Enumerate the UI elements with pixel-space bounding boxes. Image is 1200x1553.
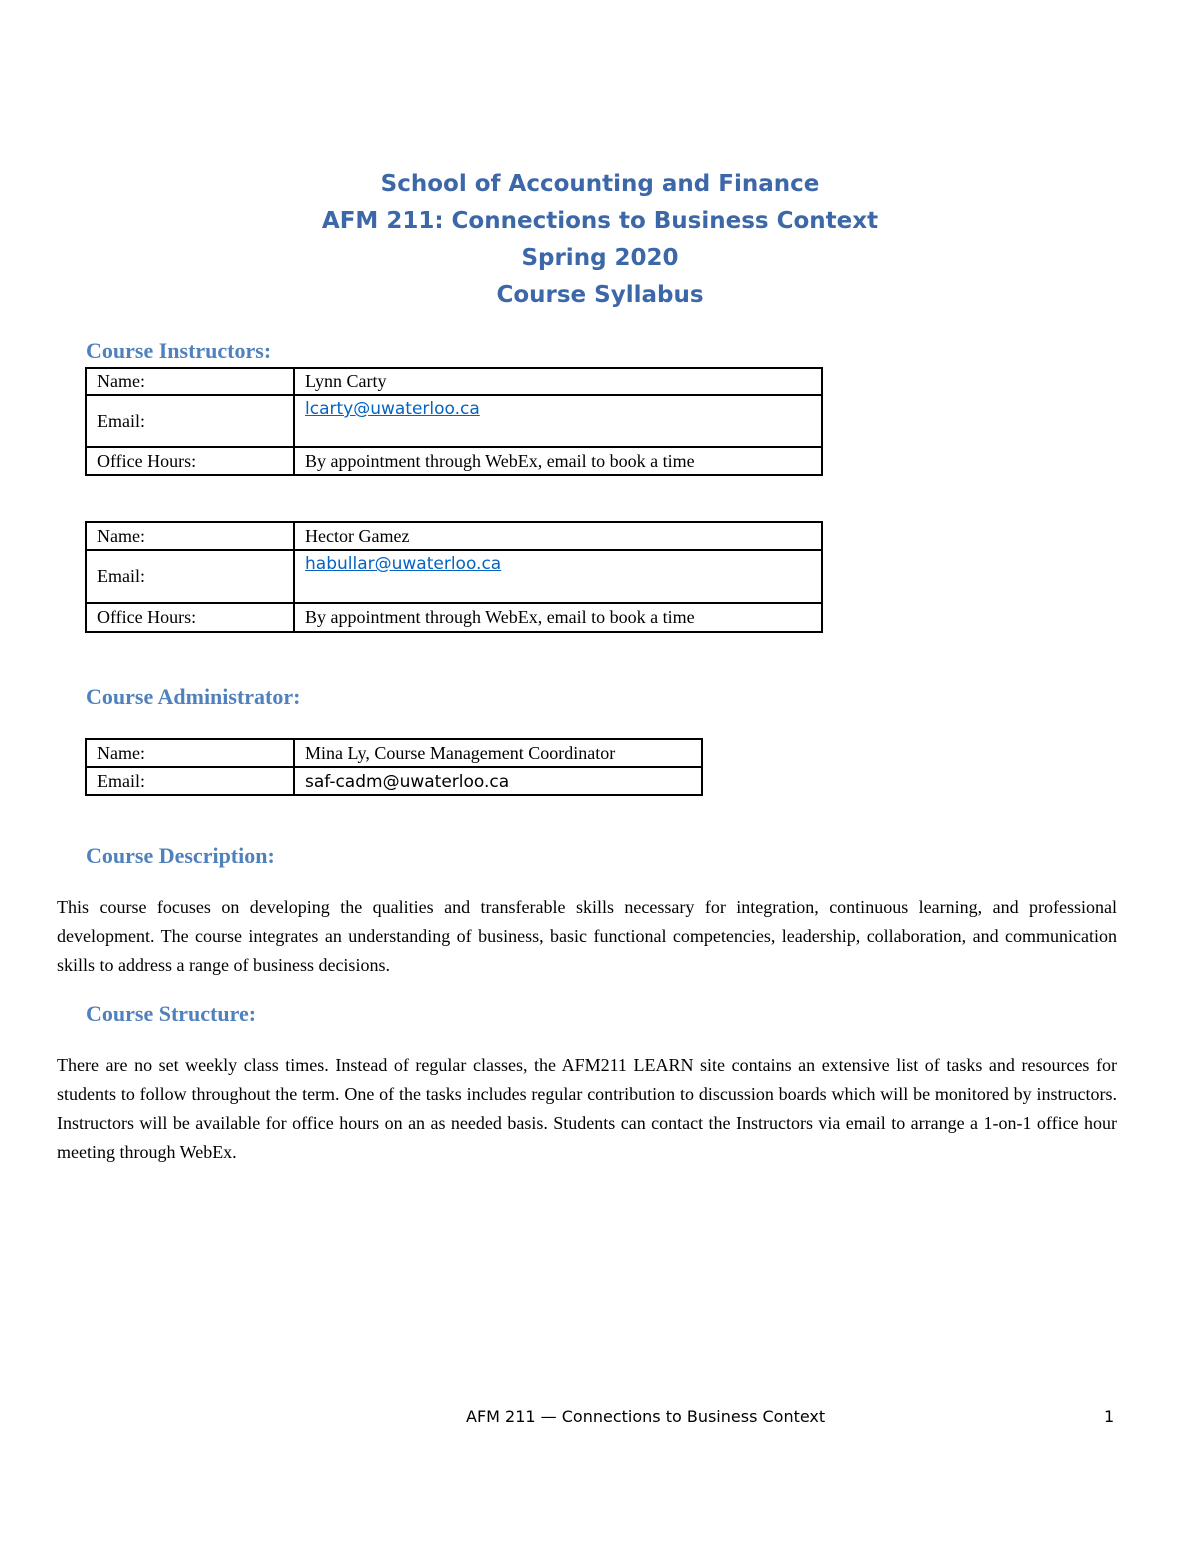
office-hours-label: Office Hours: bbox=[86, 603, 294, 632]
email-label: Email: bbox=[86, 767, 294, 795]
administrator-name: Mina Ly, Course Management Coordinator bbox=[294, 739, 702, 767]
table-row bbox=[86, 368, 822, 395]
term: Spring 2020 bbox=[521, 245, 679, 271]
name-label: Name: bbox=[86, 739, 294, 767]
table-row bbox=[86, 767, 702, 795]
instructors-heading: Course Instructors: bbox=[86, 338, 272, 363]
document-title bbox=[0, 166, 1200, 314]
footer-text: AFM 211 — Connections to Business Context bbox=[466, 1407, 826, 1426]
table-row bbox=[86, 395, 822, 447]
instructor-name: Hector Gamez bbox=[294, 522, 822, 550]
name-label: Name: bbox=[86, 522, 294, 550]
table-row bbox=[86, 522, 822, 550]
administrator-table bbox=[85, 738, 703, 796]
table-row bbox=[86, 550, 822, 603]
instructor-email-link[interactable]: lcarty@uwaterloo.ca bbox=[305, 399, 480, 419]
email-label: Email: bbox=[86, 395, 294, 447]
structure-heading: Course Structure: bbox=[86, 1001, 257, 1026]
instructor-table-1 bbox=[85, 367, 823, 476]
office-hours-value: By appointment through WebEx, email to book a time bbox=[294, 447, 822, 475]
course-title: AFM 211: Connections to Business Context bbox=[321, 208, 879, 234]
table-row bbox=[86, 447, 822, 475]
office-hours-value: By appointment through WebEx, email to book a time bbox=[294, 603, 822, 632]
administrator-heading: Course Administrator: bbox=[86, 684, 301, 709]
table-row bbox=[86, 603, 822, 632]
instructor-table-2 bbox=[85, 521, 823, 633]
page-number: 1 bbox=[1104, 1407, 1115, 1426]
school-name: School of Accounting and Finance bbox=[380, 171, 820, 197]
description-heading: Course Description: bbox=[86, 843, 275, 868]
instructor-name: Lynn Carty bbox=[294, 368, 822, 395]
email-label: Email: bbox=[86, 550, 294, 603]
description-paragraph: This course focuses on developing the qualities and transferable skills necessary for integration, continuous learning, and professional development. The course integrates an understanding of business, basic functional competencies, leadership, collaboration, and communication skills to address a range of business decisions. bbox=[57, 897, 1117, 975]
instructor-email-link[interactable]: habullar@uwaterloo.ca bbox=[305, 554, 502, 574]
name-label: Name: bbox=[86, 368, 294, 395]
syllabus-label: Course Syllabus bbox=[496, 282, 704, 308]
structure-paragraph: There are no set weekly class times. Instead of regular classes, the AFM211 LEARN site contains an extensive list of tasks and resources for students to follow throughout the term. One of the tasks includes regular contribution to discussion boards which will be monitored by instructors. Instructors will be available for office hours on an as needed basis. Students can contact the Instructors via email to arrange a 1-on-1 office hour meeting through WebEx. bbox=[57, 1055, 1117, 1162]
administrator-email: saf-cadm@uwaterloo.ca bbox=[305, 771, 510, 792]
table-row bbox=[86, 739, 702, 767]
office-hours-label: Office Hours: bbox=[86, 447, 294, 475]
